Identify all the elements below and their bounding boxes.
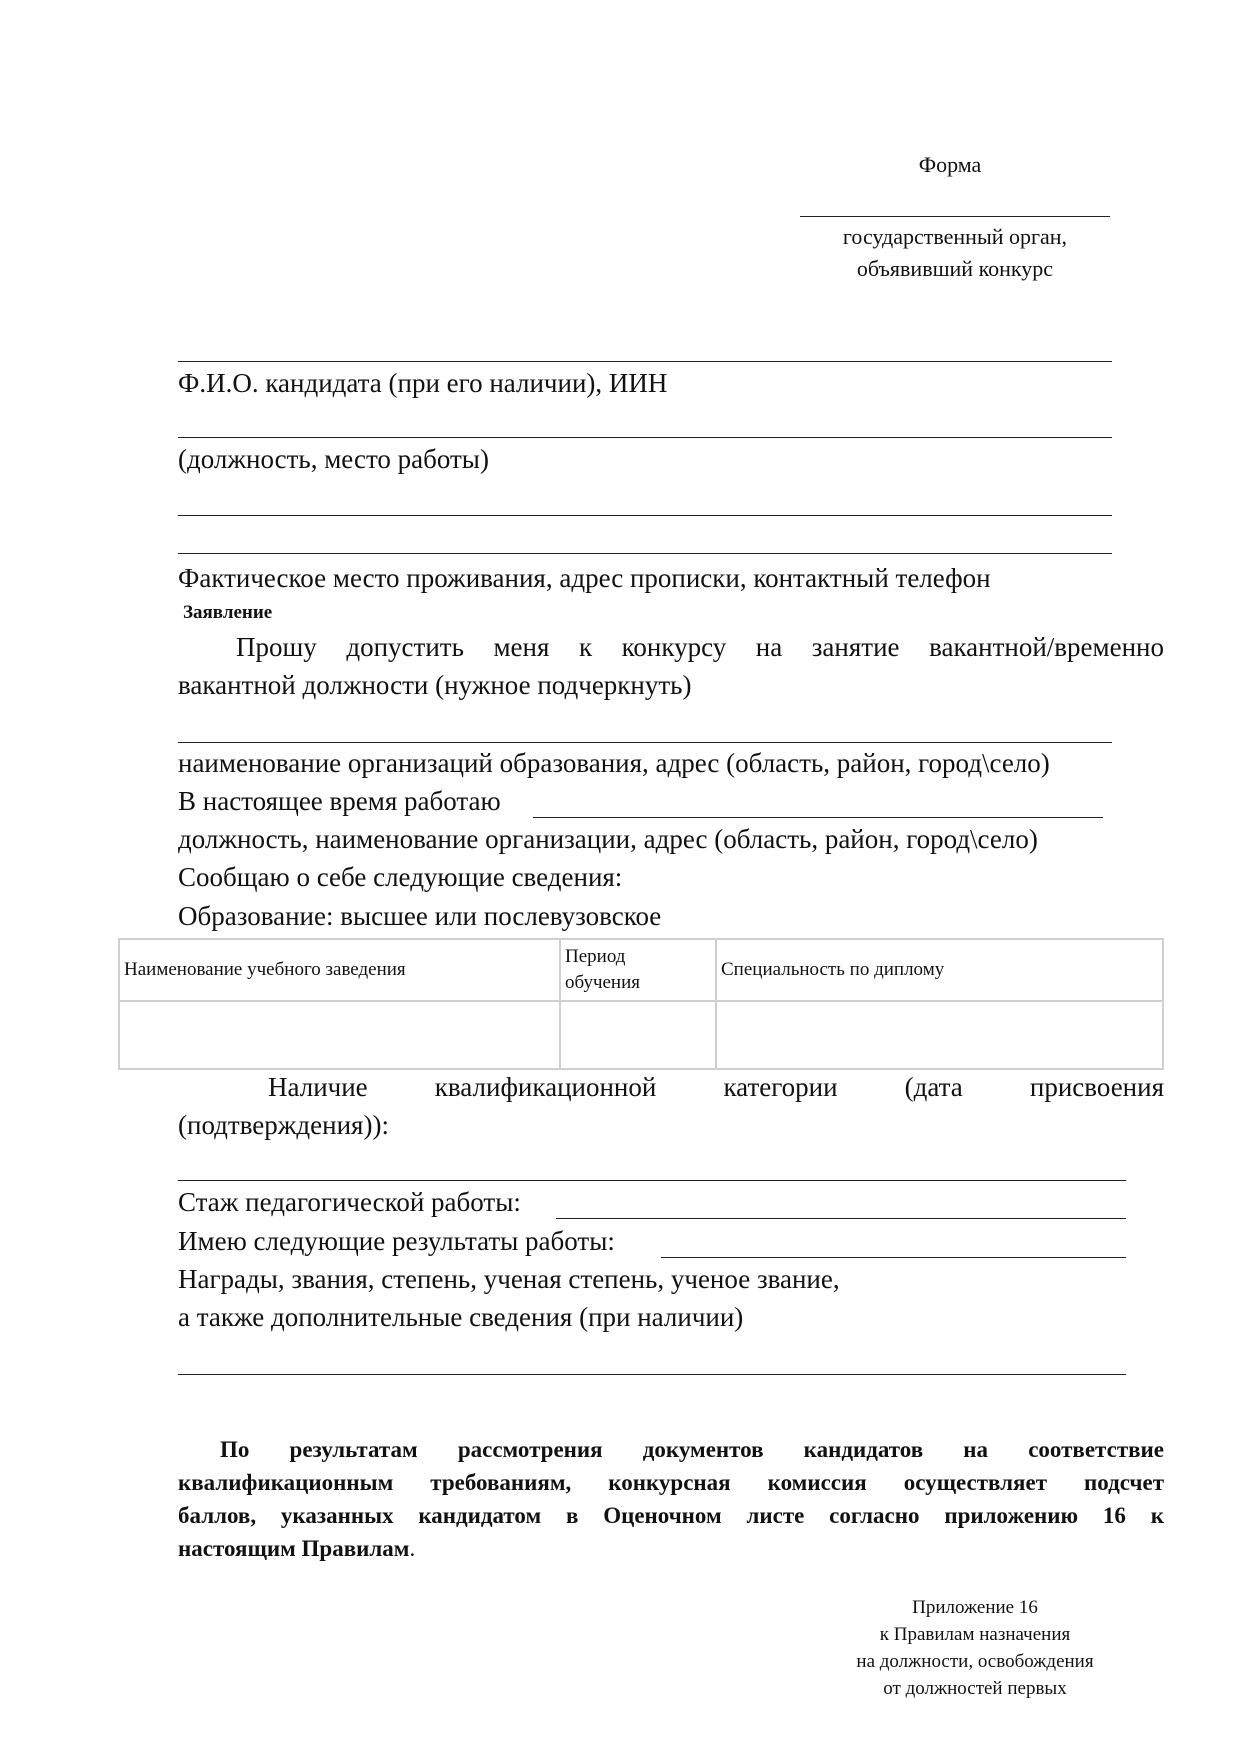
work-results-label: Имею следующие результаты работы: xyxy=(178,1226,615,1256)
residence-line-2[interactable] xyxy=(178,553,1112,554)
teaching-experience-line[interactable] xyxy=(556,1218,1126,1219)
appendix-line3: на должности, освобождения xyxy=(856,1651,1094,1672)
request-line1: Прошу допустить меня к конкурсу на занятие вакантной/временно xyxy=(236,632,1164,662)
table-row xyxy=(119,1001,1163,1069)
organ-underline xyxy=(800,216,1110,217)
work-results-line[interactable] xyxy=(661,1257,1126,1258)
note-line4 xyxy=(178,1532,1164,1565)
currently-working-line[interactable] xyxy=(533,817,1103,818)
education-table-header-row xyxy=(119,939,1163,1001)
candidate-name-caption: Ф.И.О. кандидата (при его наличии), ИИН xyxy=(178,368,668,398)
currently-working-label: В настоящее время работаю xyxy=(178,786,501,816)
position-workplace-caption: (должность, место работы) xyxy=(178,444,489,474)
education-table xyxy=(118,938,1164,1070)
candidate-name-line[interactable] xyxy=(178,361,1112,362)
note-line2: квалификационным требованиям, конкурсная комиссия осуществляет подсчет xyxy=(178,1470,1164,1495)
awards-line2: а также дополнительные сведения (при наличии) xyxy=(178,1302,744,1332)
note-line3: баллов, указанных кандидатом в Оценочном листе согласно приложению 16 к xyxy=(178,1503,1164,1528)
org-name-caption: наименование организаций образования, адрес (область, район, город\село) xyxy=(178,748,1050,778)
request-line2: вакантной должности (нужное подчеркнуть) xyxy=(178,670,692,700)
application-title: Заявление xyxy=(183,602,273,623)
qualification-line[interactable] xyxy=(178,1180,1126,1181)
education-label: Образование: высшее или послевузовское xyxy=(178,901,662,931)
about-self-label: Сообщаю о себе следующие сведения: xyxy=(178,862,623,892)
education-cell-institution[interactable] xyxy=(119,1001,560,1069)
residence-caption: Фактическое место проживания, адрес прописки, контактный телефон xyxy=(178,563,991,593)
teaching-experience-label: Стаж педагогической работы: xyxy=(178,1187,521,1217)
awards-line[interactable] xyxy=(178,1374,1126,1375)
education-header-institution: Наименование учебного заведения xyxy=(119,939,560,1001)
education-cell-specialty[interactable] xyxy=(716,1001,1163,1069)
education-header-period: Период обучения xyxy=(560,939,716,1001)
note-line4-suffix: . xyxy=(409,1536,416,1561)
residence-line-1[interactable] xyxy=(178,515,1112,516)
awards-line1: Награды, звания, степень, ученая степень, ученое звание, xyxy=(178,1264,840,1294)
note-line4-text: настоящим Правилам xyxy=(178,1536,410,1561)
appendix-line4: от должностей первых xyxy=(883,1678,1067,1699)
appendix-line2: к Правилам назначения xyxy=(879,1624,1071,1645)
note-paragraph xyxy=(178,1433,1164,1565)
qualification-line1: Наличие квалификационной категории (дата присвоения xyxy=(268,1072,1164,1102)
education-header-specialty: Специальность по диплому xyxy=(716,939,1163,1001)
education-cell-period[interactable] xyxy=(560,1001,716,1069)
qualification-line2: (подтверждения)): xyxy=(178,1110,389,1140)
organ-caption-line2: объявивший конкурс xyxy=(856,256,1054,281)
form-label: Форма xyxy=(918,152,982,177)
org-name-line[interactable] xyxy=(178,742,1112,743)
position-workplace-line[interactable] xyxy=(178,437,1112,438)
note-line1: По результатам рассмотрения документов кандидатов на соответствие xyxy=(220,1437,1164,1462)
organ-caption-line1: государственный орган, xyxy=(842,224,1068,249)
appendix-line1: Приложение 16 xyxy=(912,1597,1038,1618)
current-job-caption: должность, наименование организации, адрес (область, район, город\село) xyxy=(178,824,1038,854)
